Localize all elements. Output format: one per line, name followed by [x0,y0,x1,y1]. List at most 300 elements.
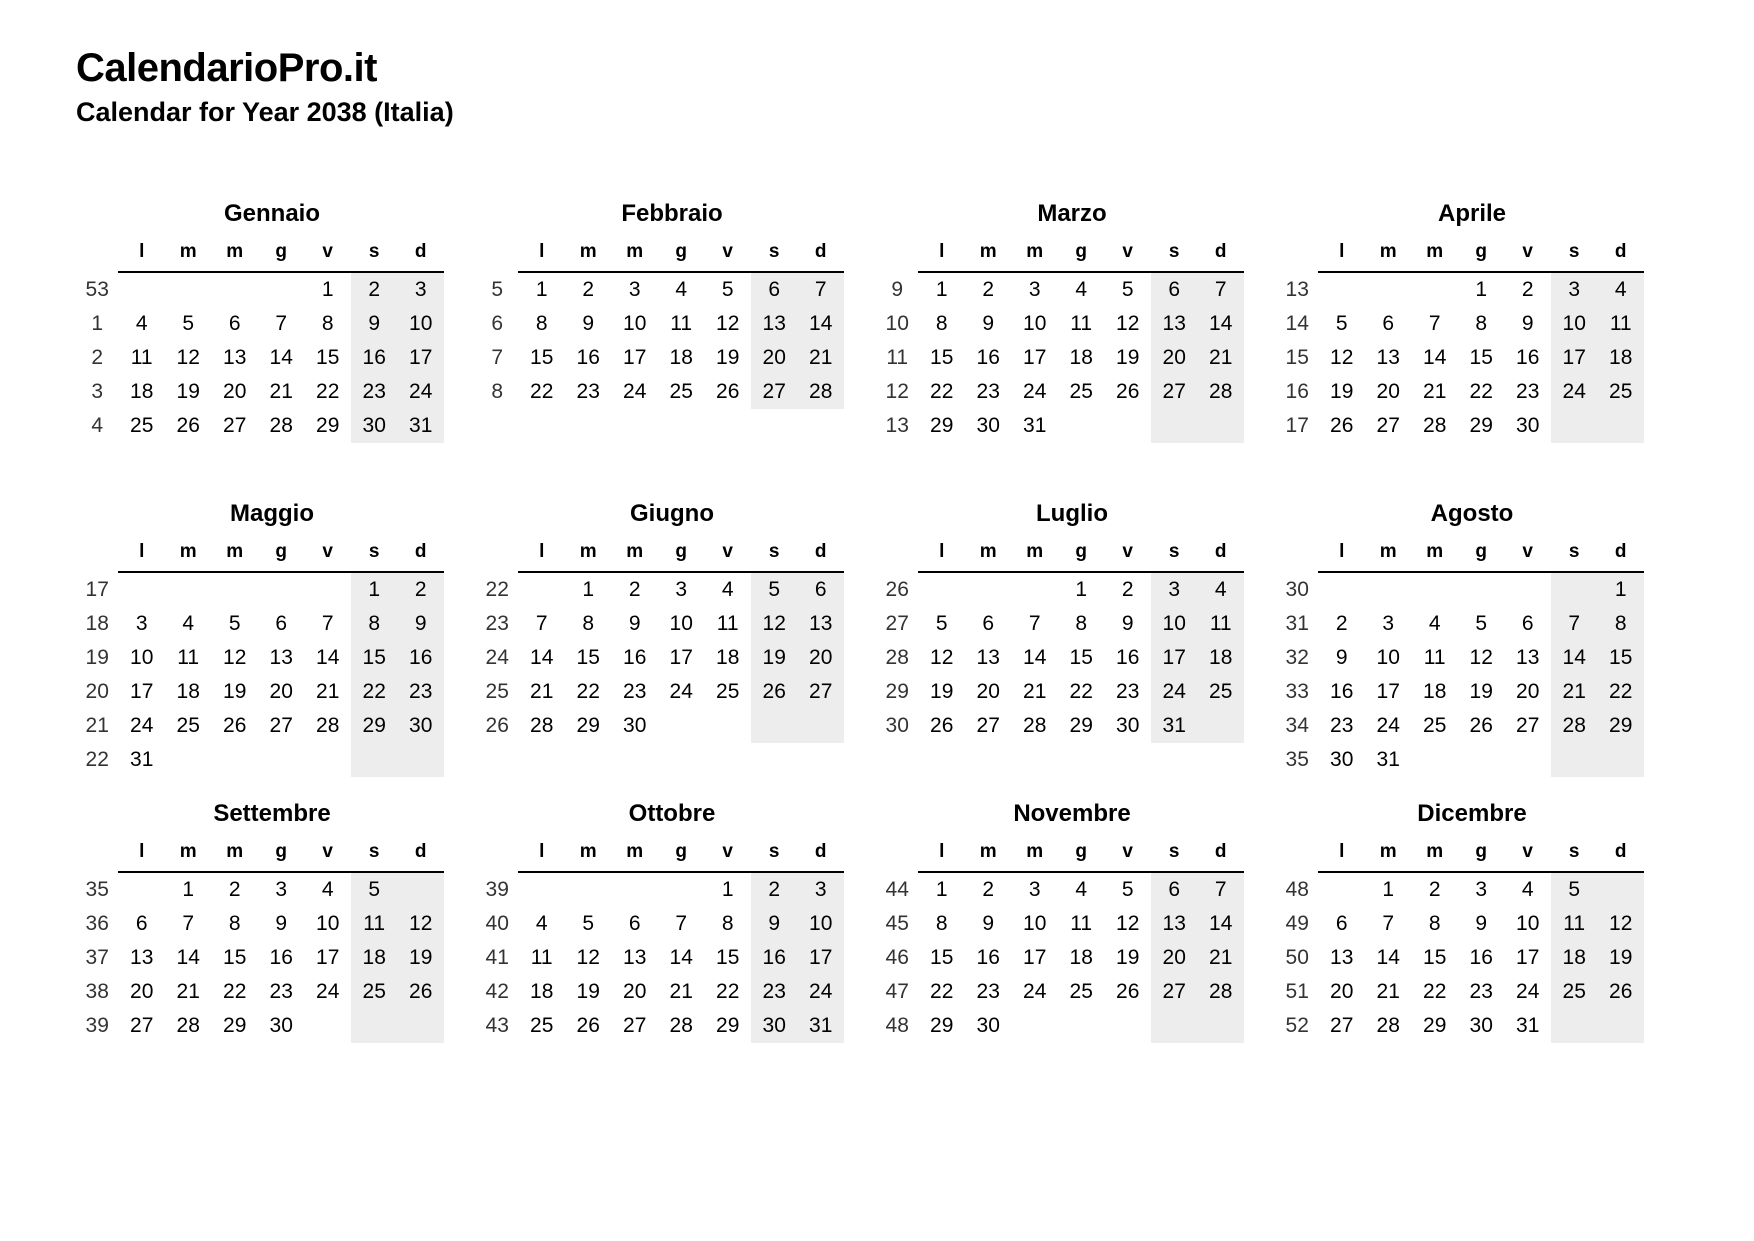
day-cell: 29 [716,1014,740,1038]
week-row [876,941,1244,975]
weekday-header: g [1458,538,1505,572]
month-title: Maggio [230,500,314,528]
week-row [1276,607,1644,641]
day-cell: 12 [223,646,247,670]
week-number: 52 [1285,1014,1309,1038]
day-cell-weekend: 18 [1197,641,1244,675]
day-cell-weekend: 24 [1151,675,1198,709]
day-cell-weekend: 5 [351,872,398,907]
day-cell-weekend: 26 [397,975,444,1009]
day-cell-empty [1104,1009,1151,1043]
day-cell: 8 [935,312,948,336]
day-cell-empty [165,572,212,607]
day-cell: 19 [1116,946,1140,970]
day-cell: 10 [1376,646,1400,670]
day-cell: 12 [176,346,200,370]
day-cell: 27 [130,1014,154,1038]
weekday-header: l [918,238,965,272]
day-cell: 7 [1382,912,1395,936]
day-cell-weekend: 26 [751,675,798,709]
week-row [476,941,844,975]
day-cell-empty [1411,572,1458,607]
day-cell-empty [797,709,844,743]
weekday-header: s [751,838,798,872]
week-number-header [1276,238,1318,272]
weekday-header: v [1104,538,1151,572]
day-cell: 13 [1516,646,1540,670]
day-cell-weekend: 24 [397,375,444,409]
day-cell: 7 [275,312,288,336]
day-cell: 19 [930,680,954,704]
day-cell: 8 [1428,912,1441,936]
week-row [476,872,844,907]
day-cell: 5 [1335,312,1348,336]
week-number: 9 [891,277,904,301]
week-number-header [1276,838,1318,872]
day-cell: 26 [1469,714,1493,738]
month-gennaio [76,200,444,500]
day-cell-weekend: 29 [351,709,398,743]
day-cell-empty [351,743,398,777]
day-cell: 12 [716,312,740,336]
day-cell: 11 [670,312,693,336]
day-cell-empty [211,743,258,777]
day-cell: 12 [930,646,954,670]
day-cell-empty [1551,743,1598,777]
day-cell: 30 [1116,714,1140,738]
weekday-header: m [165,538,212,572]
day-cell-empty [1365,572,1412,607]
day-cell: 23 [1330,714,1354,738]
day-cell: 7 [675,912,688,936]
week-row [76,307,444,341]
day-cell: 26 [176,414,200,438]
day-cell-empty [1058,409,1105,443]
day-cell: 24 [1516,980,1540,1004]
day-cell-empty [1197,709,1244,743]
week-number: 39 [485,877,509,901]
day-cell: 24 [1376,714,1400,738]
day-cell-weekend: 21 [1551,675,1598,709]
day-cell-weekend: 17 [1551,341,1598,375]
week-number: 26 [885,577,909,601]
day-cell-weekend: 30 [751,1009,798,1043]
week-number: 48 [885,1014,909,1038]
week-row [476,641,844,675]
week-row [76,709,444,743]
week-row [1276,975,1644,1009]
day-cell-empty [1411,743,1458,777]
day-cell-empty [397,1009,444,1043]
day-cell: 18 [716,646,740,670]
day-cell-weekend: 21 [1197,341,1244,375]
day-cell: 11 [130,346,153,370]
week-number: 49 [1285,912,1309,936]
day-cell-weekend: 30 [351,409,398,443]
day-cell: 25 [669,380,693,404]
week-number: 44 [885,877,909,901]
day-cell-empty [1058,1009,1105,1043]
weekday-header: v [304,838,351,872]
week-number: 37 [85,946,109,970]
day-cell: 3 [275,878,288,902]
weekday-header: s [1151,238,1198,272]
day-cell-empty [165,272,212,307]
day-cell-empty [704,709,751,743]
weekday-header: d [797,838,844,872]
week-number: 41 [485,946,509,970]
day-cell: 20 [1516,680,1540,704]
day-cell: 2 [1121,578,1134,602]
day-cell: 8 [935,912,948,936]
day-cell: 22 [930,380,954,404]
day-cell-empty [211,572,258,607]
weekday-header: d [797,238,844,272]
weekday-header: m [1011,538,1058,572]
day-cell: 31 [1516,1014,1540,1038]
day-cell: 23 [576,380,600,404]
day-cell-weekend: 17 [1151,641,1198,675]
weekday-header: v [304,538,351,572]
week-number-header [76,838,118,872]
day-cell: 1 [1475,278,1488,302]
week-row [876,409,1244,443]
day-cell: 17 [623,346,647,370]
week-number: 15 [1285,346,1309,370]
day-cell-empty [1597,872,1644,907]
weekday-header: s [1151,538,1198,572]
week-number: 6 [491,312,504,336]
weekday-header: l [1318,238,1365,272]
day-cell: 18 [1069,346,1093,370]
day-cell: 6 [1382,312,1395,336]
day-cell: 14 [176,946,200,970]
day-cell-weekend: 11 [1197,607,1244,641]
weekday-header: m [565,538,612,572]
day-cell: 15 [576,646,600,670]
day-cell-weekend: 7 [1197,872,1244,907]
day-cell-empty [1597,743,1644,777]
day-cell-weekend: 23 [751,975,798,1009]
month-title: Gennaio [223,200,320,228]
day-cell: 25 [130,414,154,438]
weekday-header: s [1551,238,1598,272]
week-row [76,641,444,675]
day-cell-empty [1597,409,1644,443]
day-cell-weekend: 30 [397,709,444,743]
day-cell: 5 [1121,878,1134,902]
day-cell-weekend: 20 [1151,341,1198,375]
day-cell: 27 [976,714,1000,738]
day-cell-empty [118,572,165,607]
week-row [76,409,444,443]
day-cell-weekend: 16 [751,941,798,975]
page-subtitle: Calendar for Year 2038 (Italia) [76,97,454,127]
week-row [1276,409,1644,443]
day-cell: 30 [1330,748,1354,772]
week-row [76,743,444,777]
weekday-header: l [518,838,565,872]
day-cell-weekend: 6 [1151,872,1198,907]
week-row [476,675,844,709]
day-cell-weekend: 3 [1551,272,1598,307]
day-cell: 13 [269,646,293,670]
day-cell-weekend: 31 [1151,709,1198,743]
day-cell-weekend: 28 [1197,375,1244,409]
week-number: 19 [85,646,109,670]
day-cell: 16 [1116,646,1140,670]
day-cell: 3 [675,578,688,602]
day-cell: 12 [1469,646,1493,670]
day-cell: 11 [1070,312,1093,336]
day-cell: 4 [721,578,734,602]
day-cell: 5 [182,312,195,336]
month-title: Aprile [1437,200,1506,228]
month-giugno [476,500,844,800]
day-cell-empty [118,272,165,307]
day-cell-empty [397,743,444,777]
day-cell-empty [1151,409,1198,443]
day-cell-weekend: 16 [397,641,444,675]
week-number: 22 [485,577,509,601]
month-title: Ottobre [628,800,716,828]
day-cell: 9 [275,912,288,936]
month-ottobre [476,800,844,1100]
day-cell: 15 [1069,646,1093,670]
day-cell-weekend: 21 [1197,941,1244,975]
day-cell-weekend: 28 [797,375,844,409]
day-cell-weekend: 18 [351,941,398,975]
day-cell: 7 [321,612,334,636]
day-cell: 2 [1335,612,1348,636]
week-number: 3 [91,380,104,404]
day-cell: 26 [576,1014,600,1038]
week-number: 16 [1285,380,1309,404]
day-cell: 19 [176,380,200,404]
week-row [476,572,844,607]
week-number: 34 [1285,714,1309,738]
day-cell-empty [304,1009,351,1043]
month-table [876,538,1244,743]
day-cell: 10 [1023,912,1047,936]
week-row [76,341,444,375]
week-number: 45 [885,912,909,936]
week-number: 14 [1285,312,1309,336]
day-cell-weekend: 9 [397,607,444,641]
week-number-header [76,238,118,272]
day-cell-weekend: 15 [1597,641,1644,675]
day-cell: 26 [1330,414,1354,438]
day-cell-empty [611,872,658,907]
weekday-header: d [397,838,444,872]
weekday-header: m [211,838,258,872]
day-cell: 31 [1376,748,1400,772]
day-cell: 25 [1069,380,1093,404]
day-cell: 28 [1423,414,1447,438]
day-cell: 20 [130,980,154,1004]
day-cell: 11 [177,646,200,670]
day-cell-weekend: 7 [1551,607,1598,641]
day-cell: 4 [535,912,548,936]
day-cell: 13 [1376,346,1400,370]
day-cell: 29 [930,414,954,438]
week-number: 4 [91,414,104,438]
month-marzo [876,200,1244,500]
day-cell: 22 [1423,980,1447,1004]
day-cell: 20 [976,680,1000,704]
day-cell: 23 [976,980,1000,1004]
day-cell: 25 [1069,980,1093,1004]
weekday-header: v [704,538,751,572]
week-row [876,307,1244,341]
day-cell-weekend: 28 [1197,975,1244,1009]
day-cell: 15 [530,346,554,370]
day-cell: 14 [530,646,554,670]
week-row [76,975,444,1009]
week-row [476,272,844,307]
day-cell: 29 [576,714,600,738]
day-cell: 25 [716,680,740,704]
day-cell: 23 [269,980,293,1004]
week-row [876,641,1244,675]
day-cell: 23 [623,680,647,704]
day-cell: 17 [130,680,154,704]
weekday-header: m [1411,538,1458,572]
week-number-header [476,238,518,272]
week-row [1276,641,1644,675]
day-cell: 15 [316,346,340,370]
weekday-header: d [1197,838,1244,872]
day-cell: 18 [669,346,693,370]
day-cell-empty [1597,1009,1644,1043]
day-cell: 21 [1423,380,1447,404]
day-cell: 20 [1330,980,1354,1004]
day-cell-empty [1318,272,1365,307]
week-row [76,607,444,641]
week-number: 28 [885,646,909,670]
weekday-header: d [397,238,444,272]
day-cell: 12 [1330,346,1354,370]
day-cell: 2 [582,278,595,302]
week-row [76,675,444,709]
day-cell: 24 [316,980,340,1004]
week-row [476,307,844,341]
day-cell: 22 [530,380,554,404]
weekday-header: s [1551,538,1598,572]
day-cell-empty [658,872,705,907]
week-number: 26 [485,714,509,738]
week-row [876,975,1244,1009]
day-cell: 10 [130,646,154,670]
day-cell: 30 [976,1014,1000,1038]
day-cell: 22 [930,980,954,1004]
day-cell-weekend: 1 [1597,572,1644,607]
week-number: 48 [1285,877,1309,901]
day-cell-weekend: 11 [1551,907,1598,941]
day-cell: 12 [1116,912,1140,936]
month-title: Dicembre [1417,800,1527,828]
week-number: 33 [1285,680,1309,704]
day-cell: 26 [223,714,247,738]
weekday-header: g [1458,838,1505,872]
day-cell: 3 [1028,278,1041,302]
day-cell-weekend: 20 [797,641,844,675]
month-table [876,238,1244,443]
day-cell: 31 [130,748,154,772]
week-number: 7 [491,346,504,370]
day-cell-empty [1197,409,1244,443]
week-number: 27 [885,612,909,636]
day-cell-weekend: 12 [751,607,798,641]
weekday-header: m [611,538,658,572]
weekday-header: m [1011,238,1058,272]
day-cell: 13 [623,946,647,970]
weekday-header: v [704,838,751,872]
day-cell-weekend: 31 [397,409,444,443]
day-cell-empty [965,572,1012,607]
day-cell: 4 [135,312,148,336]
week-number: 29 [885,680,909,704]
week-number: 10 [885,312,909,336]
month-title: Novembre [1013,800,1131,828]
month-table [1276,238,1644,443]
day-cell-empty [351,1009,398,1043]
day-cell: 6 [275,612,288,636]
week-number-header [876,238,918,272]
month-agosto [1276,500,1644,800]
day-cell-weekend: 18 [1551,941,1598,975]
week-number: 25 [485,680,509,704]
weekday-header: g [1058,838,1105,872]
day-cell: 8 [228,912,241,936]
day-cell-empty [751,709,798,743]
day-cell: 4 [1075,878,1088,902]
day-cell: 11 [1423,646,1446,670]
day-cell: 6 [228,312,241,336]
day-cell: 27 [1376,414,1400,438]
day-cell-empty [1458,743,1505,777]
day-cell-empty [565,872,612,907]
weekday-header: m [611,238,658,272]
day-cell: 9 [1121,612,1134,636]
day-cell-weekend: 17 [397,341,444,375]
day-cell: 28 [176,1014,200,1038]
weekday-header: l [118,538,165,572]
day-cell-empty [1458,572,1505,607]
day-cell: 17 [1516,946,1540,970]
day-cell: 28 [269,414,293,438]
month-table [76,838,444,1043]
week-number-header [876,838,918,872]
site-title: CalendarioPro.it [76,46,377,90]
day-cell-weekend: 27 [1151,375,1198,409]
day-cell: 10 [623,312,647,336]
week-row [76,872,444,907]
week-number: 46 [885,946,909,970]
day-cell-weekend: 27 [751,375,798,409]
day-cell: 4 [182,612,195,636]
day-cell-empty [658,709,705,743]
weekday-header: m [1411,838,1458,872]
day-cell: 23 [976,380,1000,404]
day-cell-weekend: 19 [751,641,798,675]
week-number: 30 [1285,577,1309,601]
day-cell-empty [1011,572,1058,607]
week-number: 40 [485,912,509,936]
weekday-header: s [351,838,398,872]
day-cell: 18 [1423,680,1447,704]
day-cell-empty [518,872,565,907]
